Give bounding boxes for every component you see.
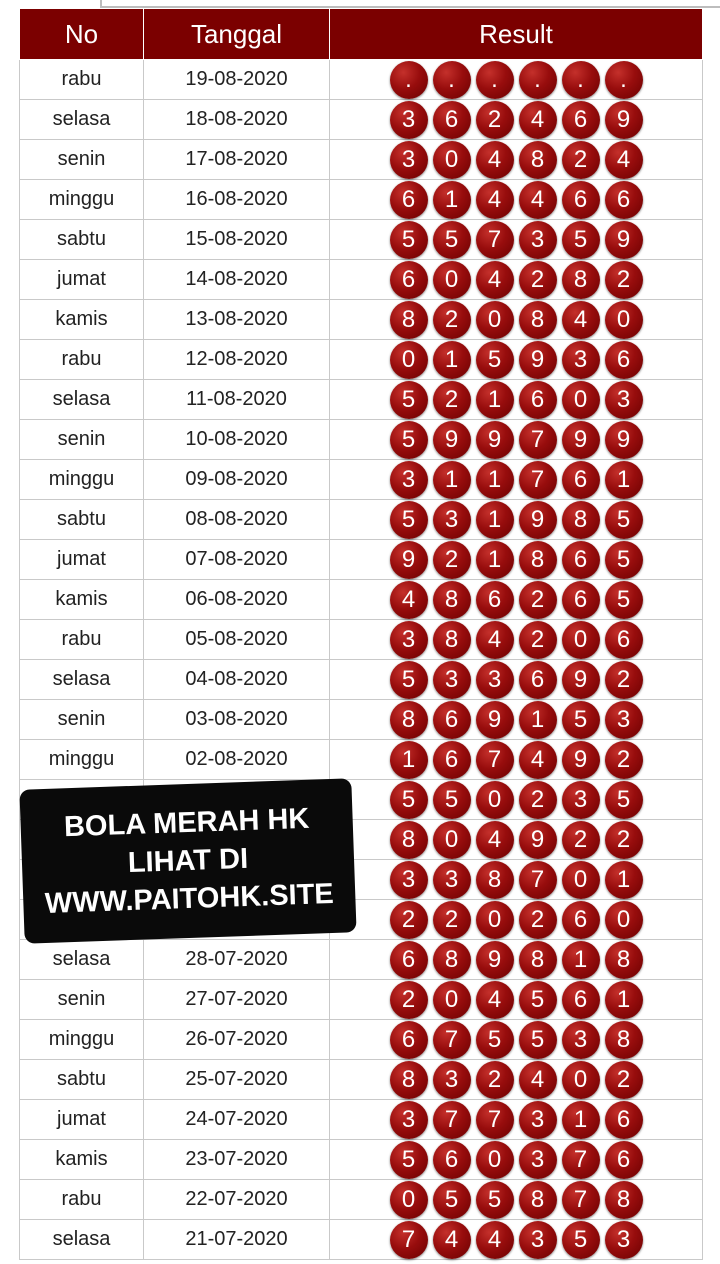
result-ball: 0 (605, 301, 643, 339)
result-ball: 8 (433, 941, 471, 979)
row-result (330, 1180, 703, 1220)
table-row (20, 500, 703, 540)
result-ball: 7 (433, 1101, 471, 1139)
result-ball: 6 (562, 901, 600, 939)
result-ball: 2 (605, 661, 643, 699)
result-ball: 0 (433, 821, 471, 859)
row-date: 04-08-2020 (144, 660, 330, 700)
row-result (330, 1020, 703, 1060)
result-ball: 3 (519, 1221, 557, 1259)
result-ball: 1 (605, 981, 643, 1019)
result-ball: 2 (519, 581, 557, 619)
promo-line-3: WWW.PAITOHK.SITE (44, 877, 335, 921)
result-ball: 3 (433, 1061, 471, 1099)
result-ball: . (562, 61, 600, 99)
result-ball: 5 (390, 421, 428, 459)
row-result (330, 780, 703, 820)
row-date: 08-08-2020 (144, 500, 330, 540)
row-day: jumat (20, 1100, 144, 1140)
result-ball: 3 (390, 861, 428, 899)
result-ball: 4 (433, 1221, 471, 1259)
result-ball: 9 (605, 421, 643, 459)
table-row (20, 980, 703, 1020)
result-ball: 2 (605, 821, 643, 859)
result-ball: 9 (605, 221, 643, 259)
result-ball: 2 (519, 901, 557, 939)
result-ball: 0 (476, 301, 514, 339)
row-result (330, 100, 703, 140)
row-result (330, 220, 703, 260)
row-date: 12-08-2020 (144, 340, 330, 380)
result-ball: 8 (605, 1021, 643, 1059)
result-ball: 3 (605, 1221, 643, 1259)
result-ball: 1 (562, 1101, 600, 1139)
result-ball: 2 (390, 901, 428, 939)
row-date: 07-08-2020 (144, 540, 330, 580)
row-day: jumat (20, 540, 144, 580)
result-ball: 2 (519, 261, 557, 299)
result-ball: 3 (562, 1021, 600, 1059)
result-ball: 6 (433, 701, 471, 739)
result-ball: 2 (433, 381, 471, 419)
row-result (330, 380, 703, 420)
result-ball: 5 (476, 341, 514, 379)
result-ball: 5 (390, 501, 428, 539)
result-ball: 7 (519, 461, 557, 499)
result-ball: 6 (562, 101, 600, 139)
row-date: 22-07-2020 (144, 1180, 330, 1220)
header-result: Result (330, 9, 703, 60)
result-ball: 2 (476, 1061, 514, 1099)
row-result (330, 420, 703, 460)
row-day: minggu (20, 1020, 144, 1060)
result-ball: 8 (519, 301, 557, 339)
row-date: 14-08-2020 (144, 260, 330, 300)
promo-banner (19, 778, 356, 943)
result-ball: 6 (390, 1021, 428, 1059)
row-result (330, 1140, 703, 1180)
row-date: 24-07-2020 (144, 1100, 330, 1140)
result-ball: 6 (605, 621, 643, 659)
result-ball: 0 (390, 1181, 428, 1219)
result-ball: 1 (433, 181, 471, 219)
result-ball: 8 (390, 821, 428, 859)
row-date: 03-08-2020 (144, 700, 330, 740)
result-ball: 6 (562, 181, 600, 219)
result-ball: 0 (562, 621, 600, 659)
result-ball: 5 (605, 541, 643, 579)
result-ball: 1 (476, 541, 514, 579)
row-result (330, 460, 703, 500)
row-result (330, 60, 703, 100)
row-date: 15-08-2020 (144, 220, 330, 260)
row-day: rabu (20, 60, 144, 100)
result-ball: 6 (605, 1141, 643, 1179)
result-ball: 8 (390, 701, 428, 739)
table-row (20, 740, 703, 780)
row-result (330, 540, 703, 580)
row-result (330, 820, 703, 860)
table-row (20, 940, 703, 980)
result-ball: 6 (562, 981, 600, 1019)
result-ball: 1 (476, 461, 514, 499)
table-row (20, 1020, 703, 1060)
row-result (330, 700, 703, 740)
result-ball: 5 (605, 781, 643, 819)
result-ball: . (605, 61, 643, 99)
row-date: 25-07-2020 (144, 1060, 330, 1100)
table-row (20, 620, 703, 660)
result-ball: 6 (519, 381, 557, 419)
table-row (20, 220, 703, 260)
result-ball: 3 (519, 1141, 557, 1179)
row-day: selasa (20, 100, 144, 140)
row-day: senin (20, 420, 144, 460)
promo-line-2: LIHAT DI (127, 842, 249, 880)
result-ball: 4 (519, 1061, 557, 1099)
result-ball: 3 (390, 101, 428, 139)
result-ball: 7 (562, 1141, 600, 1179)
result-ball: 2 (390, 981, 428, 1019)
result-ball: 8 (390, 301, 428, 339)
result-ball: . (519, 61, 557, 99)
table-row (20, 1100, 703, 1140)
result-ball: 7 (519, 861, 557, 899)
row-result (330, 140, 703, 180)
row-day: sabtu (20, 1060, 144, 1100)
result-ball: . (476, 61, 514, 99)
result-ball: 2 (562, 821, 600, 859)
result-ball: 8 (562, 501, 600, 539)
result-ball: 9 (390, 541, 428, 579)
result-ball: 0 (562, 381, 600, 419)
result-ball: 3 (433, 501, 471, 539)
row-result (330, 500, 703, 540)
result-ball: 5 (390, 1141, 428, 1179)
result-ball: 6 (562, 461, 600, 499)
result-ball: 2 (519, 781, 557, 819)
result-ball: 0 (476, 901, 514, 939)
result-ball: 9 (519, 821, 557, 859)
result-ball: 0 (476, 781, 514, 819)
row-day: kamis (20, 1140, 144, 1180)
result-ball: 0 (433, 141, 471, 179)
result-ball: 7 (433, 1021, 471, 1059)
result-ball: 3 (519, 221, 557, 259)
result-ball: 4 (519, 101, 557, 139)
header-tanggal: Tanggal (144, 9, 330, 60)
result-ball: 9 (519, 341, 557, 379)
header-no: No (20, 9, 144, 60)
row-day: rabu (20, 620, 144, 660)
row-date: 21-07-2020 (144, 1220, 330, 1260)
result-ball: 3 (562, 341, 600, 379)
result-ball: 0 (562, 861, 600, 899)
result-ball: 9 (476, 941, 514, 979)
result-ball: 4 (476, 981, 514, 1019)
row-day: minggu (20, 740, 144, 780)
result-ball: 5 (562, 221, 600, 259)
table-row (20, 1220, 703, 1260)
result-ball: 3 (605, 701, 643, 739)
row-day: selasa (20, 940, 144, 980)
row-day: minggu (20, 460, 144, 500)
row-day: minggu (20, 180, 144, 220)
result-ball: 0 (433, 261, 471, 299)
result-ball: 5 (562, 701, 600, 739)
row-day: senin (20, 140, 144, 180)
table-row (20, 260, 703, 300)
result-ball: 2 (605, 1061, 643, 1099)
result-ball: 8 (433, 581, 471, 619)
result-ball: 1 (476, 381, 514, 419)
result-ball: 6 (390, 261, 428, 299)
row-date: 16-08-2020 (144, 180, 330, 220)
result-ball: . (390, 61, 428, 99)
row-date: 26-07-2020 (144, 1020, 330, 1060)
table-row (20, 460, 703, 500)
result-ball: 4 (390, 581, 428, 619)
table-row (20, 1180, 703, 1220)
row-result (330, 620, 703, 660)
result-ball: 1 (605, 461, 643, 499)
table-row (20, 580, 703, 620)
result-ball: 0 (390, 341, 428, 379)
result-ball: 2 (433, 901, 471, 939)
result-ball: 4 (605, 141, 643, 179)
table-row (20, 60, 703, 100)
result-ball: 8 (476, 861, 514, 899)
result-ball: 8 (519, 941, 557, 979)
result-ball: 8 (519, 541, 557, 579)
result-ball: 0 (562, 1061, 600, 1099)
row-day: senin (20, 980, 144, 1020)
table-row (20, 420, 703, 460)
row-result (330, 1100, 703, 1140)
result-ball: 2 (605, 261, 643, 299)
row-day: selasa (20, 380, 144, 420)
result-ball: 4 (476, 141, 514, 179)
result-ball: 5 (476, 1021, 514, 1059)
result-ball: 6 (562, 581, 600, 619)
row-result (330, 940, 703, 980)
row-day: senin (20, 700, 144, 740)
result-ball: 7 (476, 741, 514, 779)
result-ball: 3 (390, 621, 428, 659)
result-ball: 6 (605, 1101, 643, 1139)
result-ball: 8 (390, 1061, 428, 1099)
result-ball: 5 (605, 581, 643, 619)
result-ball: 5 (390, 661, 428, 699)
result-ball: 1 (433, 341, 471, 379)
row-result (330, 660, 703, 700)
result-table (19, 8, 703, 1260)
result-ball: 6 (476, 581, 514, 619)
row-result (330, 980, 703, 1020)
result-ball: 5 (390, 381, 428, 419)
result-ball: 3 (390, 141, 428, 179)
row-day: jumat (20, 260, 144, 300)
row-result (330, 340, 703, 380)
row-result (330, 260, 703, 300)
table-row (20, 380, 703, 420)
row-day: rabu (20, 340, 144, 380)
result-ball: 5 (433, 781, 471, 819)
result-ball: 4 (476, 1221, 514, 1259)
result-ball: 7 (562, 1181, 600, 1219)
result-ball: 9 (519, 501, 557, 539)
result-ball: 8 (433, 621, 471, 659)
table-row (20, 540, 703, 580)
row-date: 27-07-2020 (144, 980, 330, 1020)
result-ball: 6 (433, 101, 471, 139)
result-ball: 5 (433, 1181, 471, 1219)
result-ball: 9 (562, 661, 600, 699)
table-row (20, 140, 703, 180)
result-ball: 2 (519, 621, 557, 659)
result-ball: 5 (390, 221, 428, 259)
result-ball: 0 (476, 1141, 514, 1179)
result-ball: 4 (476, 181, 514, 219)
table-header-row (20, 9, 703, 60)
result-ball: 6 (390, 181, 428, 219)
top-border-line (100, 0, 720, 8)
result-ball: 7 (476, 1101, 514, 1139)
result-ball: 6 (390, 941, 428, 979)
table-row (20, 700, 703, 740)
result-ball: 3 (476, 661, 514, 699)
result-ball: 1 (519, 701, 557, 739)
table-row (20, 1060, 703, 1100)
table-row (20, 100, 703, 140)
row-day: kamis (20, 300, 144, 340)
row-date: 11-08-2020 (144, 380, 330, 420)
row-date: 02-08-2020 (144, 740, 330, 780)
row-day: sabtu (20, 220, 144, 260)
result-ball: 8 (605, 941, 643, 979)
result-ball: 3 (433, 861, 471, 899)
table-row (20, 1140, 703, 1180)
row-day: sabtu (20, 500, 144, 540)
row-result (330, 1060, 703, 1100)
result-ball: 3 (390, 1101, 428, 1139)
row-result (330, 900, 703, 940)
result-ball: 1 (562, 941, 600, 979)
row-date: 19-08-2020 (144, 60, 330, 100)
result-ball: 1 (433, 461, 471, 499)
row-result (330, 860, 703, 900)
table-row (20, 340, 703, 380)
result-ball: 5 (433, 221, 471, 259)
result-ball: 1 (605, 861, 643, 899)
result-ball: 8 (605, 1181, 643, 1219)
row-date: 10-08-2020 (144, 420, 330, 460)
row-day: kamis (20, 580, 144, 620)
result-ball: 2 (476, 101, 514, 139)
result-ball: 6 (605, 341, 643, 379)
result-ball: 4 (562, 301, 600, 339)
result-ball: 7 (476, 221, 514, 259)
result-ball: 5 (605, 501, 643, 539)
result-ball: 5 (562, 1221, 600, 1259)
result-ball: 3 (605, 381, 643, 419)
result-ball: 5 (390, 781, 428, 819)
result-ball: 2 (433, 301, 471, 339)
result-ball: 4 (476, 261, 514, 299)
result-ball: 9 (476, 701, 514, 739)
result-ball: 5 (519, 1021, 557, 1059)
row-day: selasa (20, 660, 144, 700)
row-result (330, 180, 703, 220)
result-ball: 8 (519, 1181, 557, 1219)
result-ball: 3 (390, 461, 428, 499)
result-ball: 3 (519, 1101, 557, 1139)
result-ball: . (433, 61, 471, 99)
result-ball: 9 (433, 421, 471, 459)
result-ball: 0 (605, 901, 643, 939)
result-ball: 5 (476, 1181, 514, 1219)
result-ball: 4 (519, 181, 557, 219)
row-day: selasa (20, 1220, 144, 1260)
result-ball: 6 (562, 541, 600, 579)
row-result (330, 1220, 703, 1260)
result-ball: 4 (476, 621, 514, 659)
table-row (20, 180, 703, 220)
result-ball: 2 (605, 741, 643, 779)
result-ball: 8 (519, 141, 557, 179)
result-ball: 7 (390, 1221, 428, 1259)
table-row (20, 300, 703, 340)
row-date: 06-08-2020 (144, 580, 330, 620)
row-date: 17-08-2020 (144, 140, 330, 180)
result-ball: 0 (433, 981, 471, 1019)
result-ball: 9 (562, 741, 600, 779)
result-ball: 4 (476, 821, 514, 859)
result-ball: 5 (519, 981, 557, 1019)
row-date: 28-07-2020 (144, 940, 330, 980)
result-ball: 6 (519, 661, 557, 699)
row-day: rabu (20, 1180, 144, 1220)
result-ball: 1 (476, 501, 514, 539)
result-ball: 6 (433, 741, 471, 779)
result-ball: 6 (605, 181, 643, 219)
result-ball: 2 (562, 141, 600, 179)
promo-line-1: BOLA MERAH HK (63, 802, 310, 844)
row-result (330, 580, 703, 620)
row-date: 23-07-2020 (144, 1140, 330, 1180)
result-ball: 3 (562, 781, 600, 819)
row-date: 18-08-2020 (144, 100, 330, 140)
result-ball: 9 (562, 421, 600, 459)
result-ball: 9 (605, 101, 643, 139)
row-date: 13-08-2020 (144, 300, 330, 340)
row-date: 09-08-2020 (144, 460, 330, 500)
row-result (330, 740, 703, 780)
row-result (330, 300, 703, 340)
result-ball: 2 (433, 541, 471, 579)
result-ball: 4 (519, 741, 557, 779)
result-ball: 6 (433, 1141, 471, 1179)
result-ball: 9 (476, 421, 514, 459)
result-ball: 1 (390, 741, 428, 779)
table-row (20, 660, 703, 700)
result-ball: 7 (519, 421, 557, 459)
result-ball: 8 (562, 261, 600, 299)
result-ball: 3 (433, 661, 471, 699)
row-date: 05-08-2020 (144, 620, 330, 660)
